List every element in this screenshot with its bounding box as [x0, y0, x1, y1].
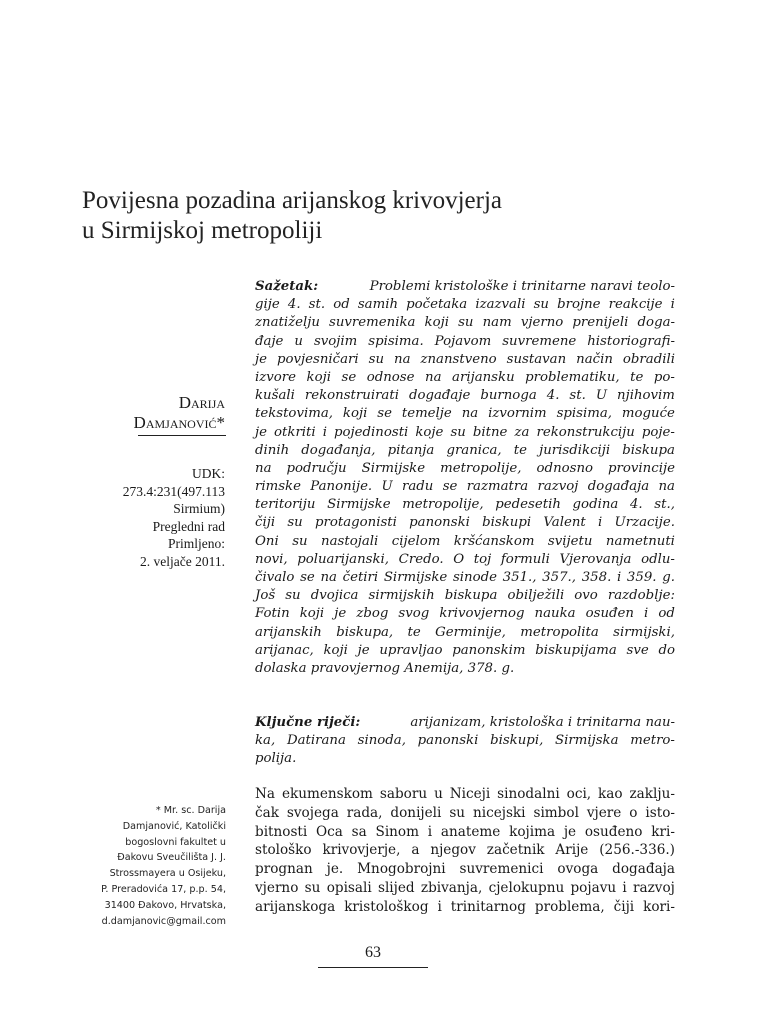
- abstract-line: čiji su protagonisti panonski biskupi Valent i Urzacije.: [255, 515, 675, 531]
- abstract-line: Još su dvojica sirmijskih biskupa obilježili ovo razdoblje:: [255, 588, 675, 604]
- meta-line: UDK:: [192, 466, 225, 481]
- footnote-line: Damjanović, Katolički: [122, 820, 226, 832]
- author-divider: [138, 435, 226, 436]
- body-line: vjerno su opisali slijed zbivanja, cjelokupnu pojavu i razvoj: [255, 879, 675, 896]
- meta-line: Sirmium): [173, 501, 225, 516]
- footnote-line: Strossmayera u Osijeku,: [109, 868, 226, 880]
- page-number: 63: [365, 944, 381, 961]
- keywords-line: arijanizam, kristološka i trinitarna nau-: [410, 715, 675, 730]
- abstract-line: gije 4. st. od samih početaka izazvali su brojne reakcije i: [255, 297, 675, 313]
- abstract-line: čivalo se na četiri Sirmijske sinode 351., 357., 358. i 359. g.: [255, 570, 675, 585]
- author-last-name: Damjanović*: [133, 413, 225, 432]
- keywords: [255, 714, 675, 769]
- author-name: [134, 393, 225, 433]
- keywords-lines: [255, 732, 675, 768]
- title-line: Povijesna pozadina arijanskog krivovjerja: [82, 187, 503, 214]
- abstract-line: arijanac, koji je upravljao panonskim biskupijama sve do: [255, 642, 675, 658]
- kw-line: ka, Datirana sinoda, panonski biskupi, Sirmijska metro-: [255, 733, 675, 749]
- abstract-line: dinih događanja, pitanja granica, te jurisdikciji biskupa: [255, 442, 675, 458]
- meta-line: Pregledni rad: [152, 518, 225, 534]
- author-first-name: Darija: [178, 393, 225, 412]
- body-line: čak svojega rada, donijeli su nicejski simbol vjere o isto-: [255, 804, 675, 821]
- abstract-line: novi, poluarijanski, Credo. O toj formuli Vjerovanja odlu-: [255, 551, 675, 567]
- footnote-line: P. Preradovića 17, p.p. 54,: [101, 883, 226, 895]
- meta-line: Primljeno:: [168, 536, 225, 551]
- abstract-line: rimske Panonije. U radu se razmatra razvoj događaja na: [255, 479, 675, 495]
- abstract-line: teritoriju Sirmijske metropolije, pedesetih godina 4. st.,: [255, 497, 675, 513]
- body-line: prognan je. Mnogobrojni suvremenici ovoga događaja: [255, 861, 675, 878]
- abstract-line: arijanskih biskupa, te Germinije, metropolita sirmijski,: [255, 624, 675, 640]
- abstract-line: je povjesničari su na znanstveno sustavan način obradili: [255, 351, 675, 367]
- body-text: [255, 785, 675, 917]
- body-line: bitnosti Oca sa Sinom i anateme kojima je osuđeno kri-: [255, 823, 675, 840]
- kw-line: polija.: [255, 751, 297, 767]
- keywords-first-line: [255, 714, 675, 732]
- abstract-line: Fotin koji je zbog svog krivovjernog nauka osuđen i od: [255, 606, 675, 622]
- page-number-rule: [318, 967, 428, 968]
- body-line: Na ekumenskom saboru u Niceji sinodalni oci, kao zaklju-: [255, 786, 675, 802]
- footnote-line: 31400 Đakovo, Hrvatska,: [104, 899, 226, 911]
- body-line: arijanskoga kristološkog i trinitarnog problema, čiji kori-: [255, 898, 675, 915]
- body-line: stološko krivovjerje, a njegov začetnik Arije (256.-336.): [255, 842, 675, 859]
- article-metadata: [123, 465, 225, 570]
- abstract-lines: [255, 296, 675, 678]
- abstract-line: znatiželju suvremenika koji su nam vjerno prenijeli doga-: [255, 315, 675, 331]
- abstract-line: tekstovima, koji se temelje na izvornim spisima, moguće: [255, 406, 675, 422]
- abstract-line: đaje u svojim spisima. Pojavom suvremene historiografi-: [255, 333, 675, 349]
- meta-line: 2. veljače 2011.: [140, 553, 225, 569]
- footnote-line: d.damjanovic@gmail.com: [101, 915, 226, 927]
- abstract-line: izvore koji se odnose na arijansku problematiku, te po-: [255, 369, 675, 385]
- abstract-line: Oni su nastojali cijelom kršćanskom svijetu nametnuti: [255, 533, 675, 549]
- abstract-line: dolaska pravovjernog Anemija, 378. g.: [255, 660, 515, 676]
- abstract: [255, 278, 675, 678]
- abstract-first-line: [255, 278, 675, 296]
- abstract-line: kušali rekonstruirati događaje burnoga 4. st. U njihovim: [255, 388, 675, 404]
- title-line: u Sirmijskoj metropoliji: [82, 217, 323, 244]
- keywords-label: Ključne riječi:: [255, 715, 361, 730]
- footnote-line: Đakovu Sveučilišta J. J.: [117, 852, 226, 864]
- footnote-line: * Mr. sc. Darija: [155, 805, 226, 816]
- author-footnote: [101, 803, 226, 929]
- meta-line: 273.4:231(497.113: [122, 483, 225, 499]
- abstract-label: Sažetak:: [255, 279, 319, 294]
- article-title: [82, 186, 642, 246]
- abstract-line: je otkriti i pojedinosti koje su bitne za rekonstrukciju poje-: [255, 424, 675, 440]
- abstract-line: Problemi kristološke i trinitarne naravi teolo-: [369, 279, 675, 294]
- footnote-line: bogoslovni fakultet u: [125, 836, 226, 848]
- abstract-line: na području Sirmijske metropolije, odnosno provincije: [255, 460, 675, 476]
